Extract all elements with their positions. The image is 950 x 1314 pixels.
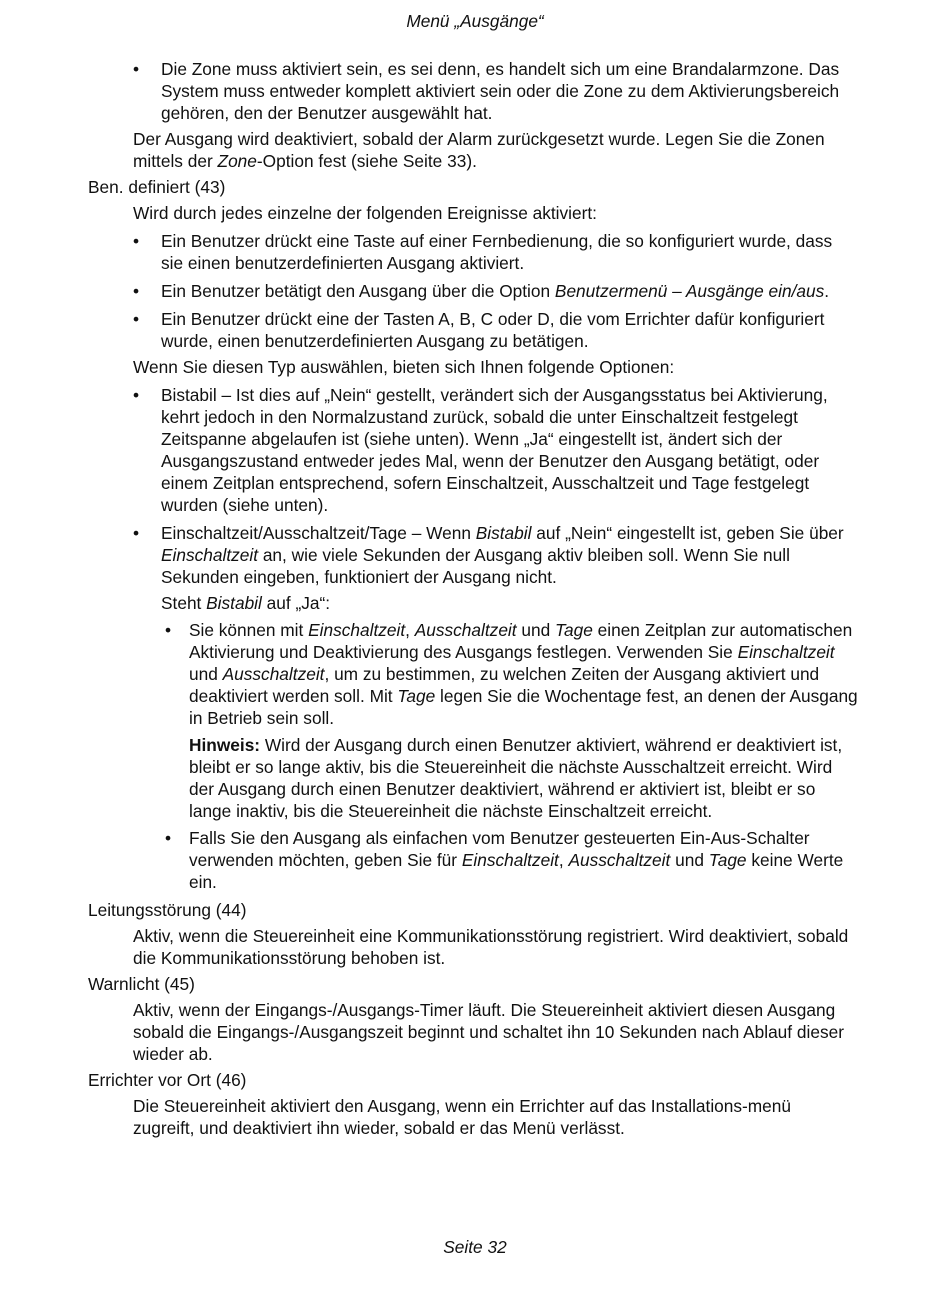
text: Sie können mit (189, 620, 309, 640)
section-heading-warnlicht: Warnlicht (45) (88, 974, 195, 994)
note-paragraph (189, 734, 859, 822)
zone-option: Zone (217, 151, 257, 171)
option-times (161, 522, 851, 588)
errichter-text: Die Steuereinheit aktiviert den Ausgang, wenn ein Errichter auf das Installations-menü zugreift, und deaktiviert ihn wieder, sobald er das Menü verlässt. (133, 1096, 792, 1138)
text: , (558, 850, 569, 870)
text: Steht (161, 593, 207, 613)
term: Einschaltzeit (161, 545, 259, 565)
text: einen Zeitplan zur automatischen Aktivierung und Deaktivierung des Ausgangs festlegen. Verwenden Sie (189, 620, 853, 662)
text: . (824, 281, 830, 301)
option-bistabil: • Bistabil – Ist dies auf „Nein“ gestellt, verändert sich der Ausgangsstatus bei Aktivierung, kehrt jedoch in den Normalzustand zurück, sobald die unter Einschaltzeit festgelegt Zeitspanne abgelaufen ist (siehe unten). Wenn „Ja“ eingestellt ist, ändert sich der Ausgangszustand entweder jedes Mal, wenn der Benutzer den Ausgang betätigt, oder einem Zeitplan entsprechend, sofern Einschaltzeit, Ausschaltzeit und Tage festgelegt wurden (siehe unten). (161, 384, 851, 516)
term: Bistabil (475, 523, 532, 543)
ben-bullet-user-menu (161, 280, 851, 302)
note-label: Hinweis: (189, 735, 261, 755)
term: Tage (397, 686, 436, 706)
section-heading-errichter: Errichter vor Ort (46) (88, 1070, 247, 1090)
text: Ein Benutzer betätigt den Ausgang über die Option (161, 281, 555, 301)
text: auf „Nein“ eingestellt ist, geben Sie über (531, 523, 844, 543)
ben-intro: Wird durch jedes einzelne der folgenden Ereignisse aktiviert: (133, 203, 597, 223)
page-number: Seite 32 (443, 1237, 507, 1257)
leitungsstoerung-text: Aktiv, wenn die Steuereinheit eine Kommunikationsstörung registriert. Wird deaktiviert, sobald die Kommunikationsstörung behoben ist. (133, 926, 849, 968)
bullet-zone-active: • Die Zone muss aktiviert sein, es sei denn, es handelt sich um eine Brandalarmzone. Das System muss entweder komplett aktiviert sein oder die Zone zu dem Aktivierungsbereich gehören, den der Benutzer ausgewählt hat. (161, 58, 851, 124)
text: und (189, 664, 223, 684)
text: , um zu bestimmen, zu welchen Zeiten der Ausgang aktiviert und deaktiviert werden soll. Mit (189, 664, 820, 706)
term: Tage (708, 850, 747, 870)
term: Ausschaltzeit (414, 620, 517, 640)
text: und (516, 620, 556, 640)
bistabil-yes-intro (161, 592, 950, 614)
ben-bullet-remote: • Ein Benutzer drückt eine Taste auf einer Fernbedienung, die so konfiguriert wurde, dass sie einen benutzerdefinierten Ausgang aktiviert. (161, 230, 851, 274)
sub-bullet-schedule (189, 619, 864, 729)
warnlicht-text: Aktiv, wenn der Eingangs-/Ausgangs-Timer läuft. Die Steuereinheit aktiviert diesen Ausgang sobald die Eingangs-/Ausgangszeit beginnt und schaltet ihn 10 Sekunden nach Ablauf dieser wieder ab. (133, 1000, 844, 1064)
menu-reference: Benutzermenü – Ausgänge ein/aus (554, 281, 825, 301)
section-heading-leitungsstoerung: Leitungsstörung (44) (88, 900, 247, 920)
term: Einschaltzeit (461, 850, 559, 870)
term: Einschaltzeit (737, 642, 835, 662)
text: auf „Ja“: (261, 593, 331, 613)
text: Falls Sie den Ausgang als einfachen vom Benutzer gesteuerten Ein-Aus-Schalter verwenden möchten, geben Sie für (189, 828, 810, 870)
text: an, wie viele Sekunden der Ausgang aktiv bleiben soll. Wenn Sie null Sekunden eingeben, funktioniert der Ausgang nicht. (161, 545, 790, 587)
text: legen Sie die Wochentage fest, an denen der Ausgang in Betrieb sein soll. (189, 686, 858, 728)
term: Ausschaltzeit (568, 850, 671, 870)
term: Einschaltzeit (308, 620, 406, 640)
ben-bullet-keys: • Ein Benutzer drückt eine der Tasten A, B, C oder D, die vom Errichter dafür konfiguriert wurde, einen benutzerdefinierten Ausgang zu betätigen. (161, 308, 851, 352)
text: Wird der Ausgang durch einen Benutzer aktiviert, während er deaktiviert ist, bleibt er so lange aktiv, bis die Steuereinheit die nächste Ausschaltzeit erreicht. Wird der Ausgang durch einen Benutzer deaktiviert, während er aktiviert ist, bleibt er so lange inaktiv, bis die Steuereinheit die nächste Einschaltzeit erreicht. (189, 735, 843, 821)
ben-options-intro: Wenn Sie diesen Typ auswählen, bieten sich Ihnen folgende Optionen: (133, 357, 675, 377)
sub-bullet-simple-switch (189, 827, 864, 893)
text: und (670, 850, 709, 870)
term: Ausschaltzeit (222, 664, 325, 684)
term: Bistabil (206, 593, 262, 613)
text: Der Ausgang wird deaktiviert, sobald der Alarm zurückgesetzt wurde. Legen Sie die Zonen mittels der (133, 129, 825, 171)
page-header: Menü „Ausgänge“ (406, 11, 544, 31)
text: Einschaltzeit/Ausschaltzeit/Tage – Wenn (161, 523, 476, 543)
text: , (405, 620, 415, 640)
text: keine Werte ein. (189, 850, 844, 892)
alarm-reset-paragraph (133, 128, 853, 172)
term: Tage (555, 620, 593, 640)
section-heading-ben-definiert: Ben. definiert (43) (88, 177, 226, 197)
page-content (0, 58, 950, 1139)
text: -Option fest (siehe Seite 33). (256, 151, 477, 171)
